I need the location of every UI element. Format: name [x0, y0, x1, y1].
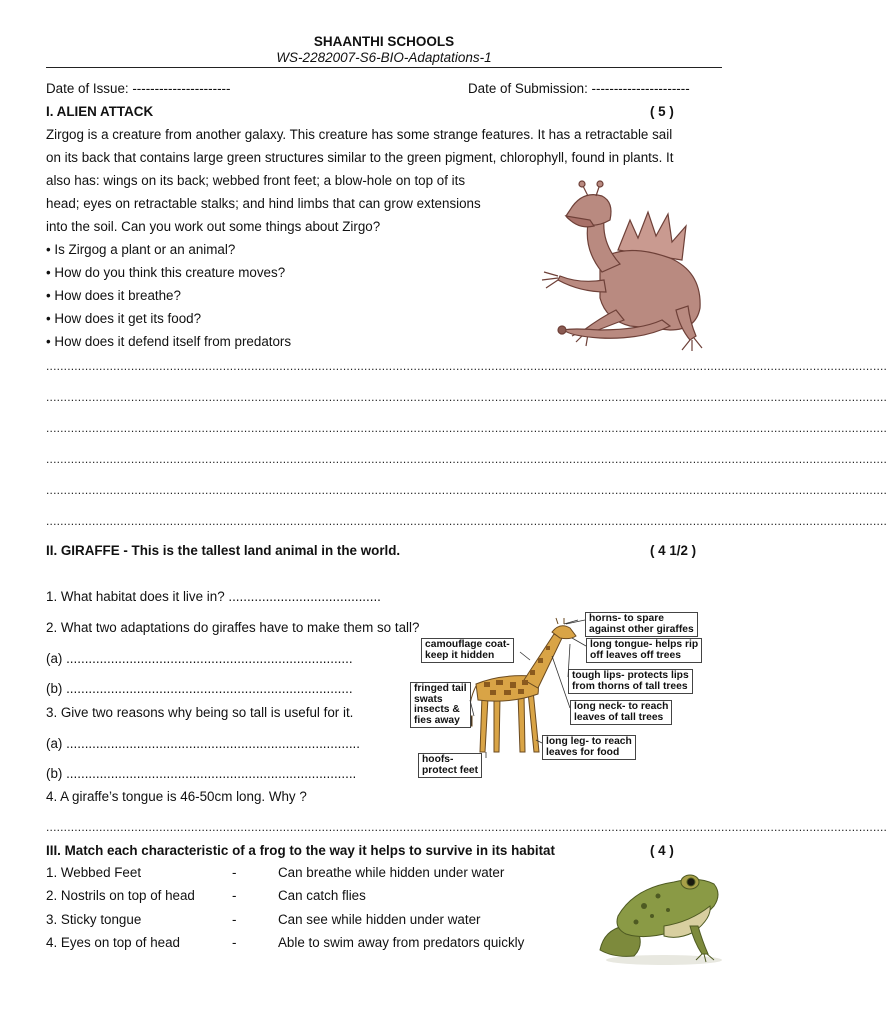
match-left-3: 3. Sticky tongue: [46, 912, 142, 927]
answer-line-4[interactable]: ..............................................................................................................................................................................................................................................: [46, 820, 887, 834]
section3-title: III. Match each characteristic of a frog to the way it helps to survive in its habitat: [46, 843, 555, 858]
answer-line[interactable]: ..............................................................................................................................................................................................................................................: [46, 390, 887, 404]
callout-lips: tough lips- protects lips from thorns of tall trees: [568, 669, 693, 694]
date-of-issue: Date of Issue: ----------------------: [46, 81, 231, 96]
question-item: • How does it defend itself from predators: [46, 334, 292, 349]
answer-line-3a[interactable]: (a) ...............................................................................: [46, 736, 360, 751]
date-of-submission: Date of Submission: ----------------------: [468, 81, 690, 96]
callout-neck: long neck- to reach leaves of tall trees: [570, 700, 672, 725]
section2-title: II. GIRAFFE - This is the tallest land animal in the world.: [46, 543, 401, 558]
match-dash-1: -: [232, 865, 237, 880]
callout-tongue: long tongue- helps rip off leaves off trees: [586, 638, 702, 663]
match-dash-4: -: [232, 935, 237, 950]
match-right-3: Can see while hidden under water: [278, 912, 481, 927]
giraffe-question-2: 2. What two adaptations do giraffes have to make them so tall?: [46, 620, 420, 635]
giraffe-question-1: 1. What habitat does it live in? .........................................: [46, 589, 381, 604]
callout-tail: fringed tail swats insects & fies away: [410, 682, 471, 728]
match-right-2: Can catch flies: [278, 888, 366, 903]
question-item: • Is Zirgog a plant or an animal?: [46, 242, 236, 257]
answer-line-3b[interactable]: (b) ..............................................................................: [46, 766, 357, 781]
giraffe-question-3: 3. Give two reasons why being so tall is useful for it.: [46, 705, 354, 720]
answer-line[interactable]: ..............................................................................................................................................................................................................................................: [46, 421, 887, 435]
answer-line[interactable]: ..............................................................................................................................................................................................................................................: [46, 359, 887, 373]
question-item: • How do you think this creature moves?: [46, 265, 286, 280]
answer-line[interactable]: ..............................................................................................................................................................................................................................................: [46, 452, 887, 466]
match-right-1: Can breathe while hidden under water: [278, 865, 505, 880]
paragraph-line: into the soil. Can you work out some things about Zirgo?: [46, 219, 381, 234]
match-left-1: 1. Webbed Feet: [46, 865, 142, 880]
frog-image: [594, 866, 726, 966]
match-dash-2: -: [232, 888, 237, 903]
paragraph-line: on its back that contains large green structures similar to the green pigment, chlorophyll, found in plants. It: [46, 150, 674, 165]
answer-line[interactable]: ..............................................................................................................................................................................................................................................: [46, 483, 887, 497]
question-item: • How does it get its food?: [46, 311, 202, 326]
answer-line-2b[interactable]: (b) .............................................................................: [46, 681, 353, 696]
question-item: • How does it breathe?: [46, 288, 181, 303]
callout-camouflage: camouflage coat- keep it hidden: [421, 638, 514, 663]
answer-line-2a[interactable]: (a) .............................................................................: [46, 651, 353, 666]
match-right-4: Able to swim away from predators quickly: [278, 935, 525, 950]
callout-leg: long leg- to reach leaves for food: [542, 735, 636, 760]
match-dash-3: -: [232, 912, 237, 927]
paragraph-line: Zirgog is a creature from another galaxy. This creature has some strange features. It has a retractable sail: [46, 127, 673, 142]
paragraph-line: also has: wings on its back; webbed front feet; a blow-hole on top of its: [46, 173, 466, 188]
callout-horns: horns- to spare against other giraffes: [585, 612, 698, 637]
section3-marks: ( 4 ): [650, 843, 674, 858]
giraffe-question-4: 4. A giraffe’s tongue is 46-50cm long. Why ?: [46, 789, 307, 804]
match-left-2: 2. Nostrils on top of head: [46, 888, 195, 903]
school-name: SHAANTHI SCHOOLS: [313, 34, 455, 49]
answer-line[interactable]: ..............................................................................................................................................................................................................................................: [46, 514, 887, 528]
callout-hoofs: hoofs- protect feet: [418, 753, 482, 778]
section2-marks: ( 4 1/2 ): [650, 543, 697, 558]
match-left-4: 4. Eyes on top of head: [46, 935, 181, 950]
section1-marks: ( 5 ): [650, 104, 674, 119]
worksheet-code: WS-2282007-S6-BIO-Adaptations-1: [276, 50, 492, 65]
section1-title: I. ALIEN ATTACK: [46, 104, 154, 119]
paragraph-line: head; eyes on retractable stalks; and hind limbs that can grow extensions: [46, 196, 481, 211]
